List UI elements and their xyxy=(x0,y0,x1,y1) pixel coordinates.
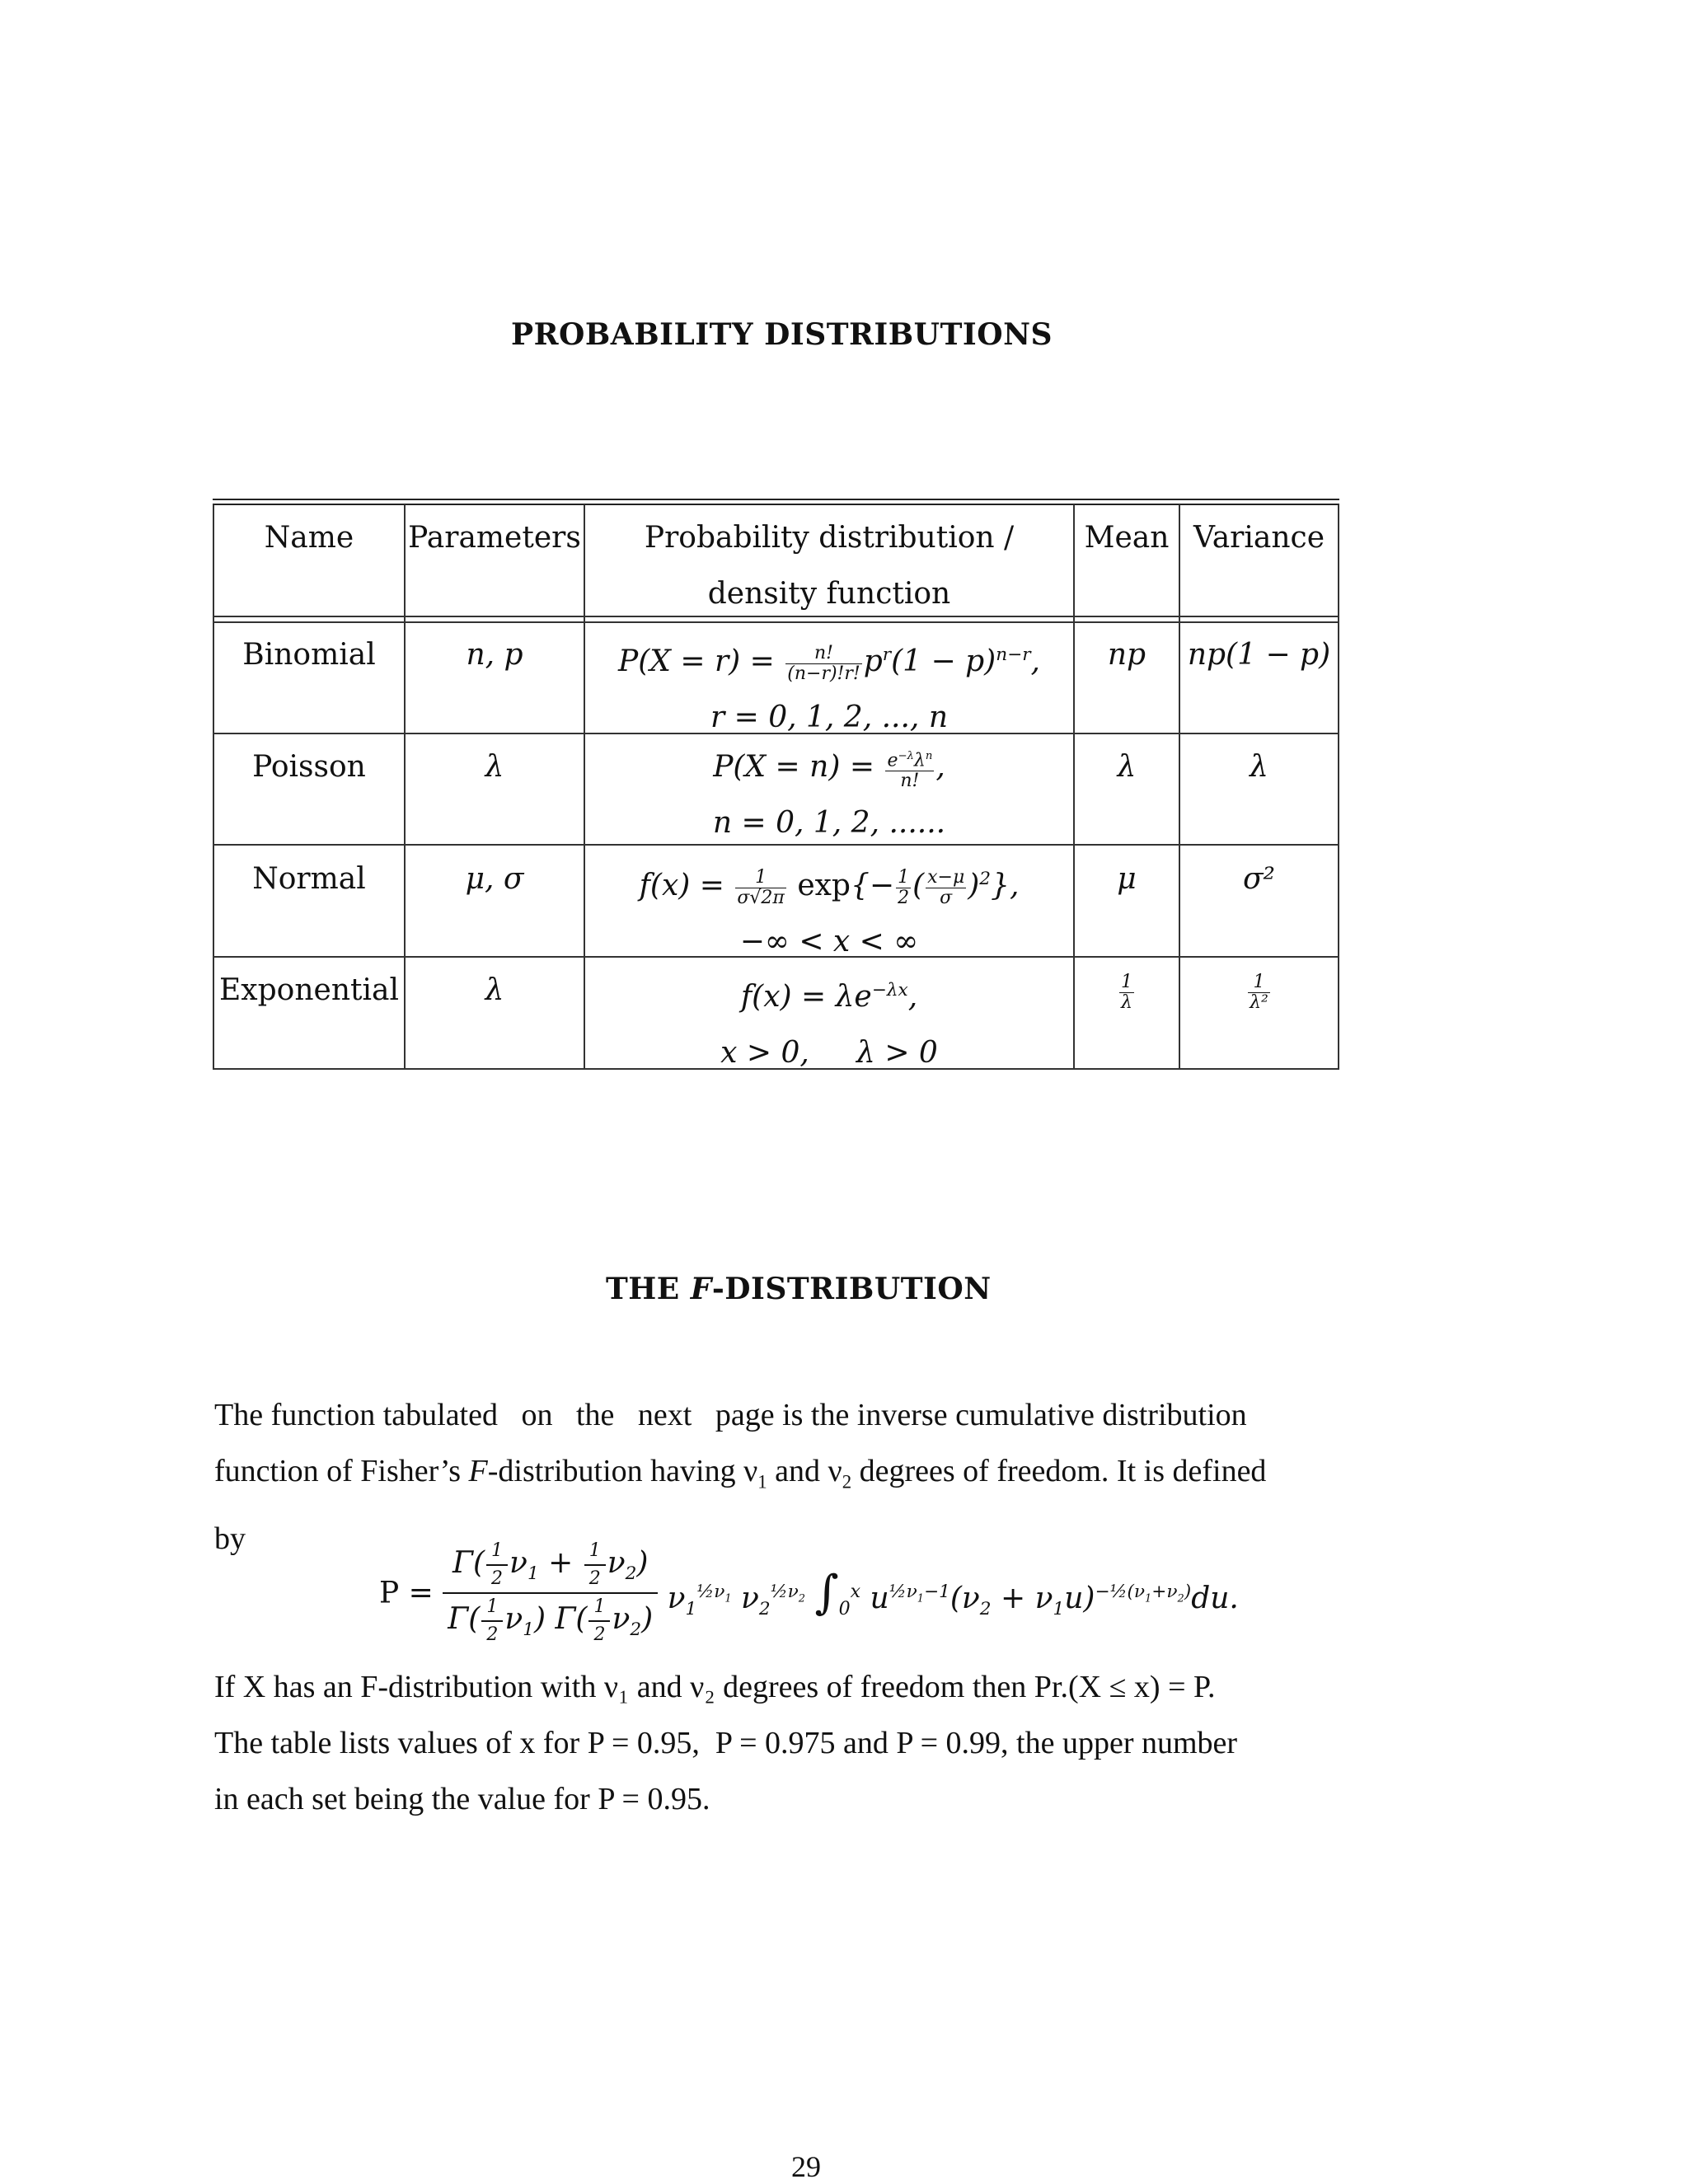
col-rule xyxy=(1338,504,1339,1070)
row-binomial-pdf xyxy=(585,627,1073,746)
row-binomial-mean: np xyxy=(1107,638,1146,672)
row-binomial-params: n, p xyxy=(466,638,523,672)
row-binomial-name: Binomial xyxy=(242,638,376,672)
row-normal-name: Normal xyxy=(252,862,366,896)
formula-gamma-fraction: Γ( $\frac{1}{2}$ $\nu_1$ + $\frac{1}{2}$ $\nu_2$) Γ( $\frac{1}{2}$ $\nu_1$) Γ( $\frac{1}{2}$ $\nu_2$) xyxy=(443,1541,658,1645)
row-exponential-mean: $\frac{1}{\lambda}$ xyxy=(1121,971,1132,1013)
row-normal-params: μ, σ xyxy=(465,862,524,896)
intro-line-2: function of Fisher’s F-distribution having $\nu_1$ and $\nu_2$ degrees of freedom. It is defined xyxy=(214,1454,1267,1493)
row-poisson-variance: λ xyxy=(1250,750,1268,784)
header-distribution xyxy=(585,510,1073,622)
row-poisson-pdf xyxy=(585,739,1073,851)
definition-line-1: If X has an F-distribution with ν₁ and ν₂ degrees of freedom then Pr.(X ≤ x) = P. xyxy=(214,1670,1216,1704)
row-normal-variance: σ² xyxy=(1242,862,1275,896)
row-normal-pdf-line2: −∞ < x < ∞ xyxy=(739,925,919,958)
row-exponential-variance: $\frac{1}{\text{λ²}}$ xyxy=(1250,971,1268,1013)
header-name: Name xyxy=(264,521,354,555)
row-exponential-pdf-line1: $f(x) = \lambda e^{-\lambda x}$, xyxy=(740,980,918,1014)
row-poisson-pdf-line1: P(X = n) = $\frac{e^{-\lambda}\lambda^n}{n!}$ , xyxy=(585,739,1073,795)
row-exponential-params: λ xyxy=(485,973,504,1007)
section-title-f-distribution: THE F-DISTRIBUTION xyxy=(606,1272,992,1306)
intro-paragraph xyxy=(214,1387,1405,1567)
row-exponential-pdf xyxy=(585,963,1073,1081)
row-binomial-pdf-line2: r = 0, 1, 2, ..., n xyxy=(710,701,949,734)
definition-line-2: The table lists values of x for P = 0.95, P = 0.975 and P = 0.99, the upper number xyxy=(214,1726,1238,1760)
row-normal-mean: μ xyxy=(1117,862,1137,896)
header-mean: Mean xyxy=(1084,521,1170,555)
table-top-rule xyxy=(213,499,1339,500)
row-exponential-name: Exponential xyxy=(219,973,399,1007)
definition-line-3: in each set being the value for P = 0.95. xyxy=(214,1782,710,1816)
row-poisson-pdf-line2: n = 0, 1, 2, ...... xyxy=(712,806,946,840)
intro-line-3: by xyxy=(214,1521,246,1556)
header-distribution-line2: density function xyxy=(707,577,951,611)
page-title: PROBABILITY DISTRIBUTIONS xyxy=(511,317,1053,352)
row-exponential-pdf-line2: x > 0, λ > 0 xyxy=(720,1036,938,1070)
definition-paragraph xyxy=(214,1659,1405,1827)
row-poisson-params: λ xyxy=(485,750,504,784)
row-binomial-variance: np(1 − p) xyxy=(1187,638,1331,672)
row-poisson-name: Poisson xyxy=(252,750,366,784)
intro-line-1: The function tabulated on the next page is the inverse cumulative distribution xyxy=(214,1398,1247,1432)
table-top-rule-2 xyxy=(213,504,1339,505)
f-distribution-formula: P = Γ( $\frac{1}{2}$ $\nu_1$ + $\frac{1}{2}$ $\nu_2$) Γ( $\frac{1}{2}$ $\nu_1$) Γ( $\frac{1}{2}$ $\nu_2$) $\nu_1^{\frac{1}{2}\nu_1}$ $\nu_2^{\frac{1}{2}\nu_2}$ $\int_0^x$ $u^{\frac{1}{2}\nu_1-1}(\nu_2 + \nu_1u)^{-\frac{1}{2}(\nu_1+\nu_2)}du$. xyxy=(379,1540,1239,1645)
header-distribution-line1: Probability distribution / xyxy=(644,521,1015,555)
page-number: 29 xyxy=(791,2150,821,2183)
row-binomial-pdf-line1: P(X = r) = $\frac{n!}{(n-r)!r!}$ $p^r(1 - p)^{n-r}$, xyxy=(618,642,1040,684)
row-normal-pdf xyxy=(585,851,1073,970)
header-variance: Variance xyxy=(1193,521,1325,555)
row-normal-pdf-line1: f(x) = $\frac{1}{\sigma√2\pi}$ exp{− $\frac{1}{2}$ ( $\frac{x-\mu}{\sigma}$ )$^2$}, xyxy=(639,866,1020,908)
header-parameters: Parameters xyxy=(408,521,581,555)
row-poisson-mean: λ xyxy=(1117,750,1137,784)
